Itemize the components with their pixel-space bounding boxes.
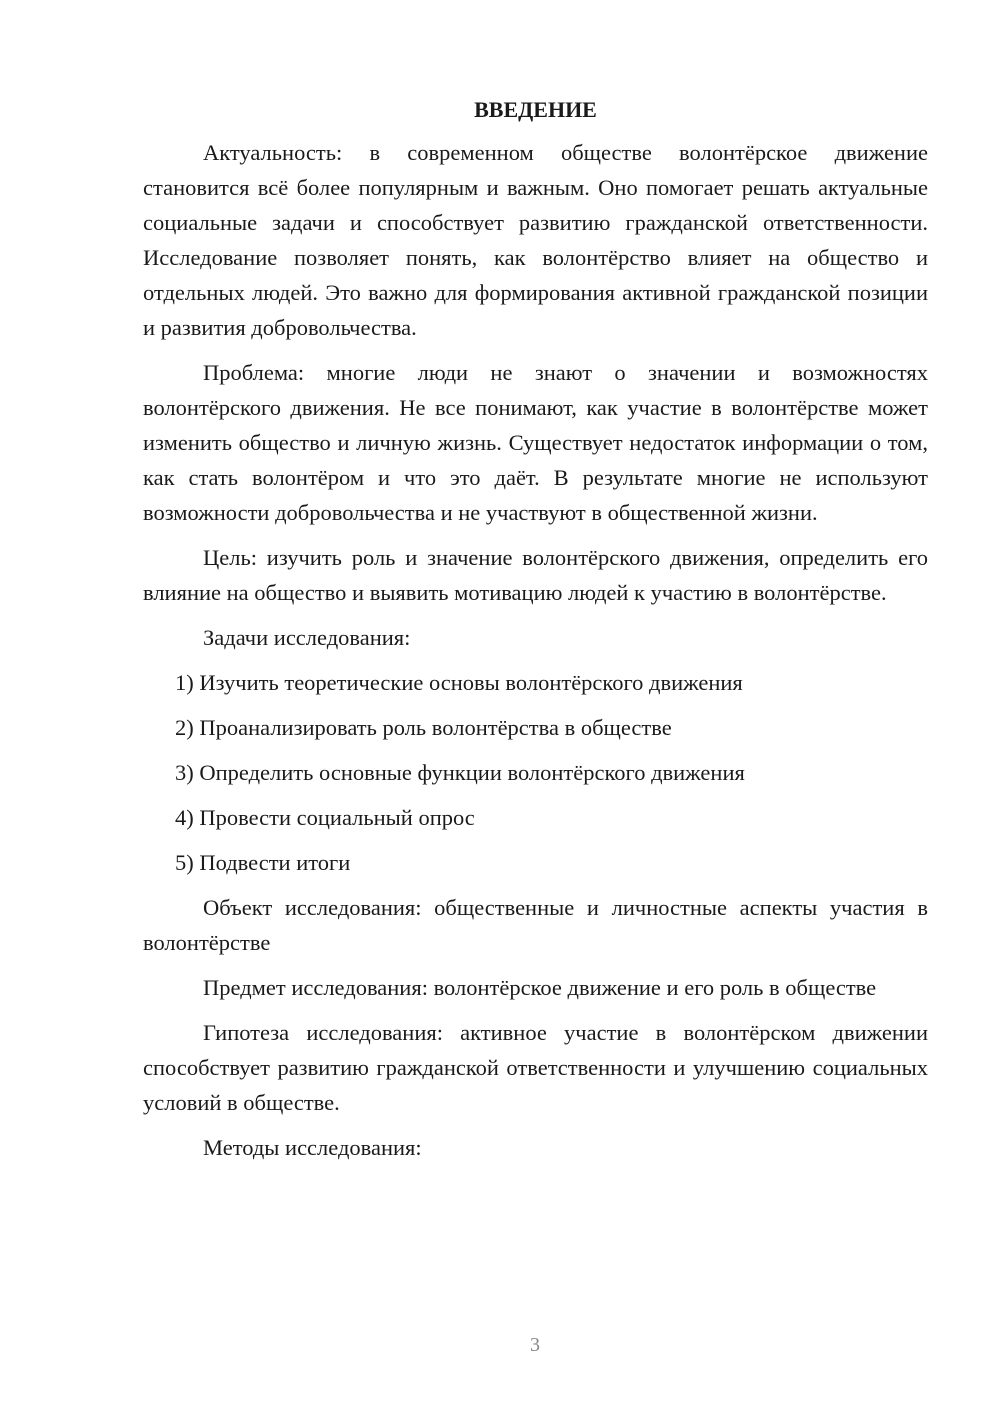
page-content (143, 95, 928, 1175)
task-item: 1) Изучить теоретические основы волонтёрского движения (175, 670, 743, 695)
task-item: 3) Определить основные функции волонтёрского движения (175, 760, 745, 785)
relevance-paragraph: Актуальность: в современном обществе волонтёрское движение становится всё более популярным и важным. Оно помогает решать актуальные социальные задачи и способствует развитию гражданской ответственности. Исследование позволяет понять, как волонтёрство влияет на общество и отдельных людей. Это важно для формирования активной гражданской позиции и развития добровольчества. (143, 140, 928, 340)
hypothesis-paragraph: Гипотеза исследования: активное участие в волонтёрском движении способствует развитию гражданской ответственности и улучшению социальных условий в обществе. (143, 1020, 928, 1115)
problem-paragraph: Проблема: многие люди не знают о значении и возможностях волонтёрского движения. Не все понимают, как участие в волонтёрстве может изменить общество и личную жизнь. Существует недостаток информации о том, как стать волонтёром и что это даёт. В результате многие не используют возможности добровольчества и не участвуют в общественной жизни. (143, 360, 928, 525)
task-item: 5) Подвести итоги (175, 850, 351, 875)
tasks-list (143, 665, 928, 880)
page-number: 3 (530, 1334, 540, 1356)
methods-heading: Методы исследования: (203, 1135, 422, 1160)
object-paragraph: Объект исследования: общественные и личностные аспекты участия в волонтёрстве (143, 895, 928, 955)
section-title: ВВЕДЕНИЕ (474, 97, 597, 122)
tasks-heading: Задачи исследования: (203, 625, 411, 650)
subject-paragraph: Предмет исследования: волонтёрское движение и его роль в обществе (203, 975, 877, 1000)
goal-paragraph: Цель: изучить роль и значение волонтёрского движения, определить его влияние на общество и выявить мотивацию людей к участию в волонтёрстве. (143, 545, 928, 605)
task-item: 2) Проанализировать роль волонтёрства в обществе (175, 715, 672, 740)
task-item: 4) Провести социальный опрос (175, 805, 475, 830)
